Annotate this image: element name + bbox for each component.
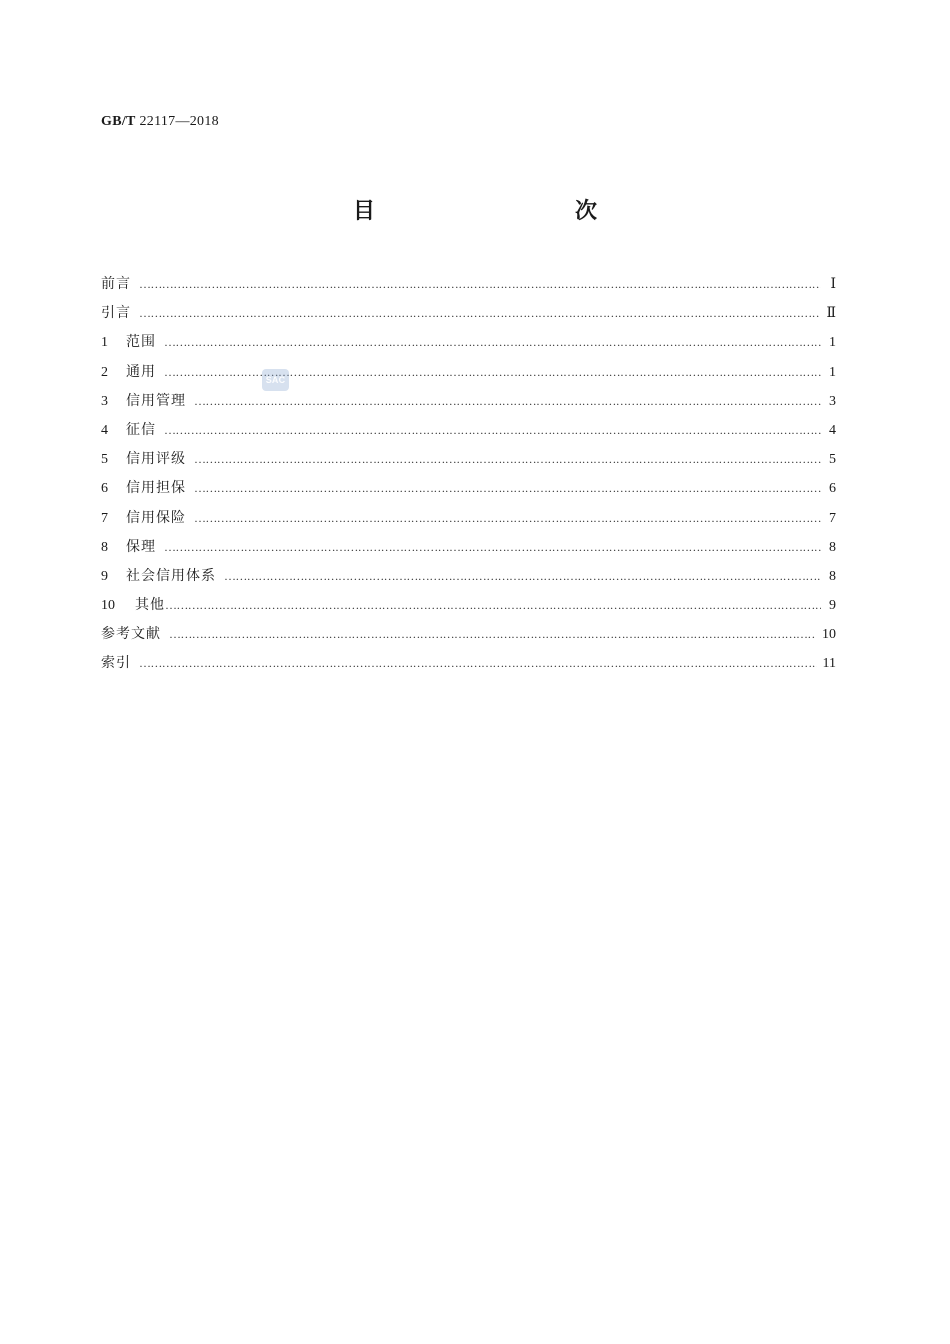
toc-entry-section-8[interactable] [101, 536, 836, 565]
toc-leader-dots [169, 627, 816, 642]
toc-leader-dots [164, 365, 821, 380]
toc-entry-label: 保理 [126, 538, 156, 555]
toc-leader-dots [194, 481, 821, 496]
toc-page-number: Ⅰ [830, 277, 836, 292]
standard-code-prefix: GB/T [101, 114, 136, 129]
toc-entry-number: 4 [101, 422, 108, 438]
toc-page-number: Ⅱ [826, 306, 836, 322]
toc-leader-dots [194, 452, 821, 467]
toc-entry-section-10[interactable] [101, 594, 836, 623]
toc-entry-label: 索引 [101, 655, 131, 672]
toc-entry-section-2[interactable] [101, 361, 836, 390]
toc-entry-number: 6 [101, 481, 108, 497]
toc-entry-label: 通用 [126, 363, 156, 380]
toc-leader-dots [164, 423, 821, 438]
toc-entry-label: 征信 [126, 421, 156, 438]
toc-entry-number: 3 [101, 393, 108, 409]
toc-entry-number: 8 [101, 539, 108, 555]
standard-code-number: 22117—2018 [139, 114, 219, 129]
toc-entry-label: 社会信用体系 [126, 567, 216, 584]
toc-entry-number: 7 [101, 510, 108, 526]
toc-entry-number: 10 [101, 598, 115, 614]
toc-leader-dots [139, 306, 820, 321]
toc-entry-foreword[interactable] [101, 273, 836, 302]
toc-entry-label: 信用评级 [126, 451, 186, 468]
standard-code [101, 114, 219, 130]
toc-entry-section-4[interactable] [101, 419, 836, 448]
toc-entry-label: 信用保险 [126, 509, 186, 526]
toc-page-number: 1 [829, 364, 836, 380]
toc-page-number: 7 [829, 510, 836, 526]
toc-page-number: 10 [822, 627, 836, 643]
toc-entry-index[interactable] [101, 652, 836, 681]
toc-entry-label: 范围 [126, 334, 156, 351]
toc-entry-label: 信用担保 [126, 480, 186, 497]
toc-entry-label: 引言 [101, 305, 131, 322]
toc-entry-section-3[interactable] [101, 390, 836, 419]
toc-leader-dots [194, 511, 821, 526]
watermark-text: SAC [265, 375, 286, 385]
toc-entry-section-7[interactable] [101, 507, 836, 536]
toc-page-number: 11 [822, 656, 836, 672]
toc-entry-number: 2 [101, 364, 108, 380]
toc-leader-dots [224, 569, 821, 584]
toc-entry-number: 9 [101, 568, 108, 584]
toc-entry-section-9[interactable] [101, 565, 836, 594]
toc-page-number: 8 [829, 539, 836, 555]
toc-page-number: 1 [829, 335, 836, 351]
toc-entry-section-1[interactable] [101, 331, 836, 360]
table-of-contents [101, 273, 836, 682]
toc-leader-dots [164, 540, 821, 555]
toc-entry-section-6[interactable] [101, 477, 836, 506]
toc-page-number: 4 [829, 422, 836, 438]
toc-page-number: 9 [829, 598, 836, 614]
toc-entry-label: 信用管理 [126, 392, 186, 409]
toc-entry-label: 前言 [101, 276, 131, 292]
toc-page-number: 8 [829, 568, 836, 584]
toc-leader-dots [139, 277, 821, 292]
toc-entry-introduction[interactable] [101, 302, 836, 331]
toc-entry-number: 1 [101, 335, 108, 351]
toc-entry-label: 参考文献 [101, 626, 161, 643]
toc-leader-dots [165, 598, 821, 613]
toc-page-number: 3 [829, 393, 836, 409]
toc-entry-references[interactable] [101, 623, 836, 652]
toc-entry-section-5[interactable] [101, 448, 836, 477]
toc-title: 目 次 [352, 199, 649, 224]
toc-leader-dots [139, 656, 817, 671]
toc-entry-number: 5 [101, 452, 108, 468]
toc-entry-label: 其他 [135, 597, 165, 614]
toc-page-number: 6 [829, 481, 836, 497]
toc-leader-dots [164, 335, 821, 350]
toc-leader-dots [194, 394, 821, 409]
toc-page-number: 5 [829, 452, 836, 468]
